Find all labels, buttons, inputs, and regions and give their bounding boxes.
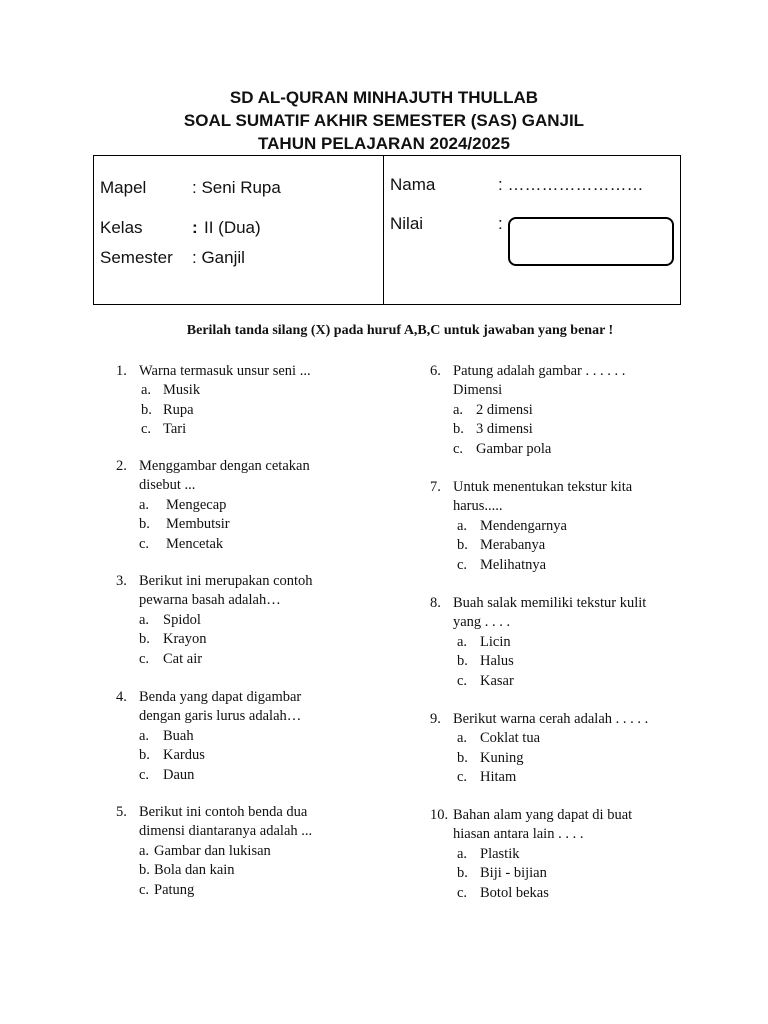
option-text: Biji - bijian — [480, 865, 547, 882]
option-text: Patung — [154, 881, 195, 898]
option-text: Gambar dan lukisan — [154, 842, 271, 859]
semester-value: : Ganjil — [192, 248, 245, 267]
option-letter: a. — [141, 382, 152, 399]
option-text: Kasar — [480, 672, 514, 689]
option-letter: b. — [457, 653, 468, 670]
option-text: Cat air — [163, 650, 203, 667]
question-text: dimensi diantaranya adalah ... — [139, 823, 313, 840]
option-letter: a. — [457, 633, 468, 650]
option-letter: b. — [139, 862, 150, 879]
question-text: Untuk menentukan tekstur kita — [453, 479, 633, 495]
option-letter: b. — [139, 631, 150, 648]
option-text: Mencetak — [166, 535, 224, 552]
option-letter: b. — [457, 865, 468, 882]
question-text: hiasan antara lain . . . . — [453, 826, 584, 843]
subject-value: : Seni Rupa — [192, 178, 281, 197]
option-text: Tari — [163, 421, 187, 438]
option-text: Botol bekas — [480, 884, 549, 901]
question-text: Berikut ini merupakan contoh — [139, 573, 313, 589]
exam-title: SOAL SUMATIF AKHIR SEMESTER (SAS) GANJIL — [183, 111, 585, 130]
question-text: disebut ... — [139, 477, 196, 494]
option-text: Daun — [163, 766, 195, 783]
option-letter: c. — [457, 884, 468, 901]
option-text: Plastik — [480, 845, 520, 862]
question-number: 5. — [116, 804, 127, 820]
question-text: Buah salak memiliki tekstur kulit — [453, 595, 647, 611]
option-letter: c. — [457, 556, 468, 573]
option-letter: c. — [139, 650, 150, 667]
question-number: 7. — [430, 479, 441, 495]
question-number: 3. — [116, 573, 127, 589]
score-label: Nilai — [390, 214, 424, 233]
option-text: Kuning — [480, 749, 524, 766]
score-box[interactable] — [508, 217, 674, 266]
school-name: SD AL-QURAN MINHAJUTH THULLAB — [229, 88, 539, 107]
option-text: Coklat tua — [480, 730, 541, 747]
name-blank[interactable]: : …………………… — [498, 175, 644, 194]
option-text: Gambar pola — [476, 440, 552, 457]
option-letter: b. — [141, 401, 152, 418]
academic-year: TAHUN PELAJARAN 2024/2025 — [258, 134, 510, 153]
option-text: Rupa — [163, 401, 194, 418]
option-letter: a. — [139, 496, 150, 513]
question-text: Berikut ini contoh benda dua — [139, 804, 308, 820]
option-letter: b. — [453, 421, 464, 438]
semester-label: Semester — [100, 248, 173, 267]
option-letter: c. — [141, 421, 152, 438]
option-text: Halus — [480, 653, 514, 670]
option-text: 3 dimensi — [476, 421, 533, 438]
option-letter: b. — [139, 516, 150, 533]
question-text: yang . . . . — [453, 614, 511, 631]
question-text: Benda yang dapat digambar — [139, 689, 302, 705]
option-letter: a. — [457, 845, 468, 862]
question-text: Berikut warna cerah adalah . . . . . — [453, 711, 649, 727]
option-letter: a. — [139, 611, 150, 628]
option-letter: c. — [453, 440, 464, 457]
option-text: Melihatnya — [480, 556, 547, 573]
question-text: Bahan alam yang dapat di buat — [453, 807, 633, 823]
question-number: 10. — [430, 807, 449, 823]
option-text: Spidol — [163, 611, 201, 628]
option-letter: b. — [139, 747, 150, 764]
option-text: Bola dan kain — [154, 862, 235, 879]
name-label: Nama — [390, 175, 436, 194]
class-colon: : — [192, 218, 198, 237]
info-box-divider — [383, 156, 384, 304]
option-letter: a. — [139, 842, 150, 859]
option-text: Kardus — [163, 747, 205, 764]
option-letter: c. — [457, 769, 468, 786]
option-letter: c. — [139, 881, 150, 898]
class-value: II (Dua) — [204, 218, 261, 237]
option-letter: a. — [453, 401, 464, 418]
option-text: Mengecap — [166, 496, 227, 513]
option-letter: a. — [457, 517, 468, 534]
question-text: harus..... — [453, 498, 503, 515]
question-number: 9. — [430, 711, 441, 727]
option-letter: c. — [139, 535, 150, 552]
option-letter: c. — [457, 672, 468, 689]
question-text: Dimensi — [453, 382, 503, 399]
question-text: pewarna basah adalah… — [139, 592, 281, 609]
instruction: Berilah tanda silang (X) pada huruf A,B,C untuk jawaban yang benar ! — [186, 323, 614, 338]
question-text: Patung adalah gambar . . . . . . — [453, 363, 626, 379]
option-letter: b. — [457, 537, 468, 554]
question-number: 4. — [116, 689, 127, 705]
option-text: Licin — [480, 633, 511, 650]
option-letter: b. — [457, 749, 468, 766]
option-letter: a. — [139, 727, 150, 744]
option-text: Mendengarnya — [480, 517, 567, 534]
option-letter: c. — [139, 766, 150, 783]
student-info-box — [93, 155, 681, 305]
option-letter: a. — [457, 730, 468, 747]
score-colon: : — [498, 214, 503, 233]
subject-label: Mapel — [100, 178, 147, 197]
question-text: Menggambar dengan cetakan — [139, 458, 310, 474]
question-number: 1. — [116, 363, 127, 379]
option-text: Musik — [163, 382, 201, 399]
class-label: Kelas — [100, 218, 143, 237]
question-number: 6. — [430, 363, 441, 379]
option-text: 2 dimensi — [476, 401, 533, 418]
question-number: 8. — [430, 595, 441, 611]
option-text: Buah — [163, 727, 194, 744]
option-text: Hitam — [480, 769, 517, 786]
question-text: dengan garis lurus adalah… — [139, 708, 302, 725]
question-number: 2. — [116, 458, 127, 474]
option-text: Membutsir — [166, 516, 230, 533]
question-text: Warna termasuk unsur seni ... — [139, 363, 311, 379]
option-text: Krayon — [163, 631, 207, 648]
option-text: Merabanya — [480, 537, 546, 554]
